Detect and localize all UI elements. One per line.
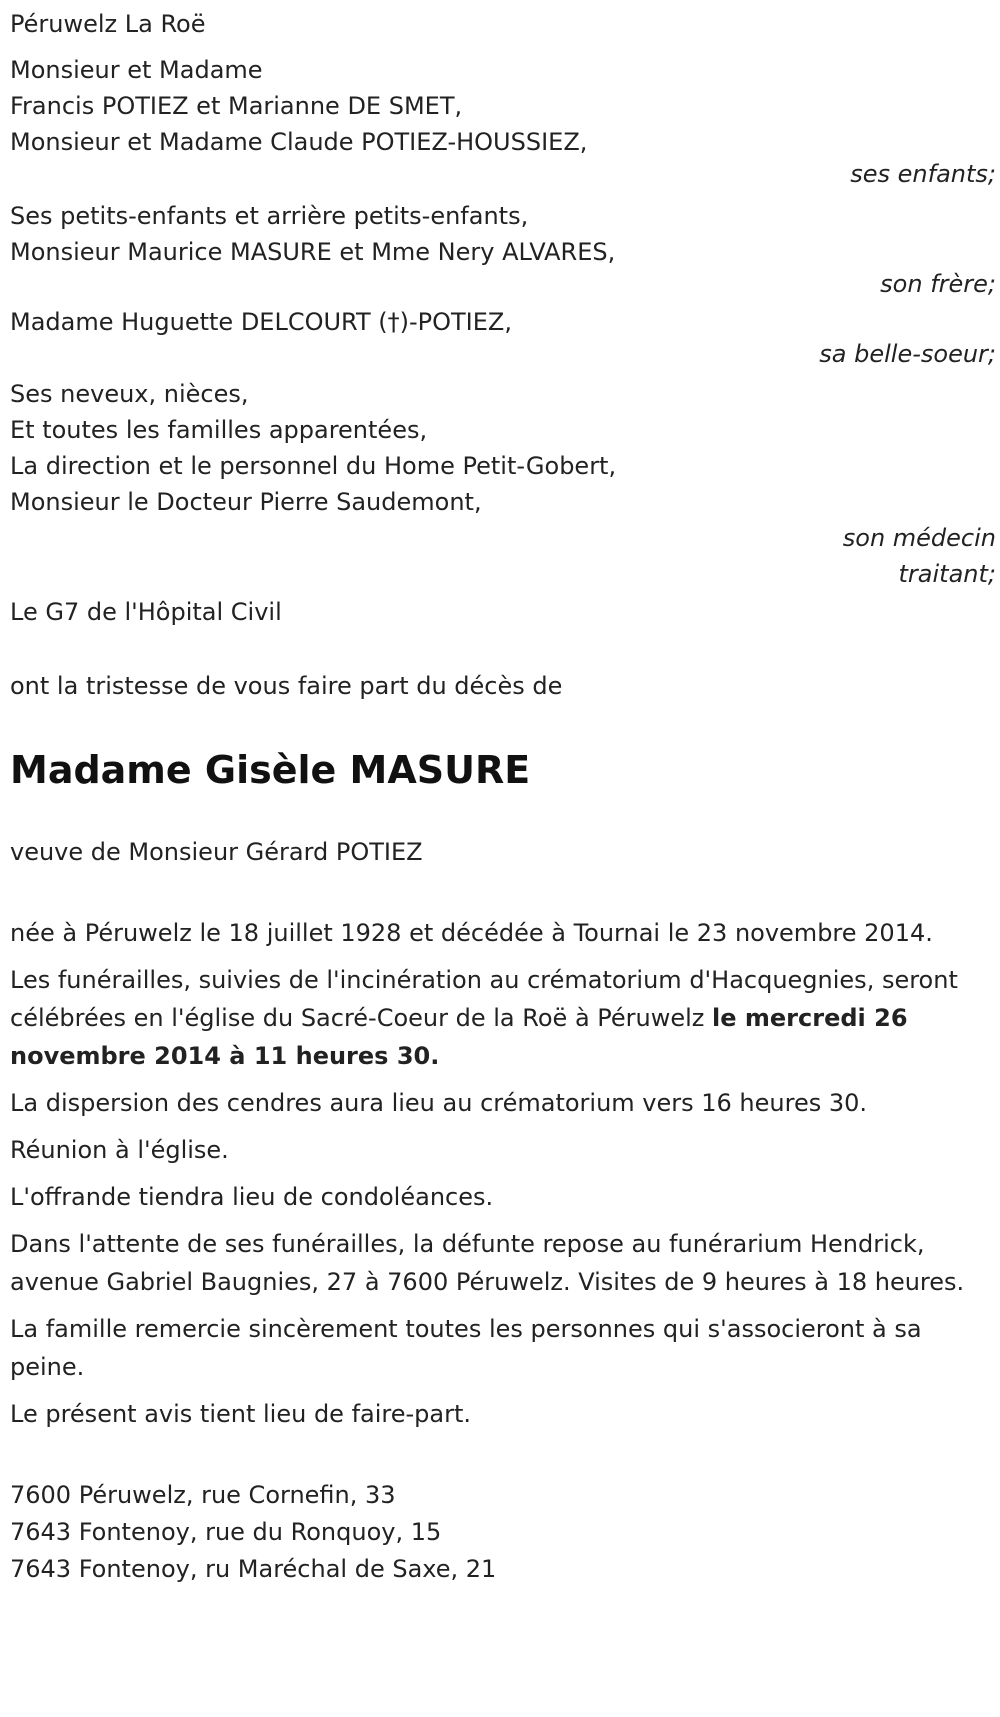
resting-paragraph: Dans l'attente de ses funérailles, la défunte repose au funérarium Hendrick, avenue Gabriel Baugnies, 27 à 7600 Péruwelz. Visites de 9 heures à 18 heures.: [10, 1230, 965, 1296]
reunion-paragraph: Réunion à l'église.: [10, 1136, 229, 1164]
others-block: [10, 376, 996, 592]
addresses-block: [10, 1477, 996, 1588]
children-line: Francis POTIEZ et Marianne DE SMET,: [10, 92, 463, 120]
offering-paragraph: L'offrande tiendra lieu de condoléances.: [10, 1183, 494, 1211]
widow-of-line: veuve de Monsieur Gérard POTIEZ: [10, 838, 423, 866]
grandchildren-line: Ses petits-enfants et arrière petits-enfants,: [10, 202, 529, 230]
sister-in-law-relation: sa belle-soeur;: [819, 340, 996, 368]
obituary-notice: [10, 6, 996, 1588]
sister-in-law-line: Madame Huguette DELCOURT (†)-POTIEZ,: [10, 308, 512, 336]
others-line: Monsieur le Docteur Pierre Saudemont,: [10, 488, 482, 516]
children-line: Monsieur et Madame Claude POTIEZ-HOUSSIEZ,: [10, 128, 588, 156]
funeral-text: Les funérailles, suivies de l'incinération au crématorium d'Hacquegnies, seront célébrées en l'église du Sacré-Coeur de la Roë à Péruwelz: [10, 966, 958, 1032]
brother-line: Monsieur Maurice MASURE et Mme Nery ALVARES,: [10, 238, 616, 266]
funeral-paragraph: [10, 961, 996, 1075]
others-line: La direction et le personnel du Home Petit-Gobert,: [10, 452, 617, 480]
doctor-relation-line1: son médecin: [842, 524, 996, 552]
notice-paragraph: Le présent avis tient lieu de faire-part.: [10, 1400, 472, 1428]
address-line: 7643 Fontenoy, rue du Ronquoy, 15: [10, 1518, 442, 1546]
children-line: Monsieur et Madame: [10, 56, 263, 84]
funeral-date: le mercredi 26 novembre 2014 à 11 heures 30.: [10, 1004, 908, 1070]
grandchildren-brother-block: [10, 198, 996, 302]
born-died-paragraph: née à Péruwelz le 18 juillet 1928 et décédée à Tournai le 23 novembre 2014.: [10, 919, 933, 947]
sister-in-law-block: [10, 304, 996, 372]
dispersion-paragraph: La dispersion des cendres aura lieu au crématorium vers 16 heures 30.: [10, 1089, 868, 1117]
place-heading: Péruwelz La Roë: [10, 10, 206, 38]
brother-relation: son frère;: [880, 270, 996, 298]
deceased-name: Madame Gisèle MASURE: [10, 748, 531, 792]
children-block: [10, 52, 996, 192]
others-line: Ses neveux, nièces,: [10, 380, 249, 408]
address-line: 7600 Péruwelz, rue Cornefin, 33: [10, 1481, 396, 1509]
intro-line: ont la tristesse de vous faire part du décès de: [10, 672, 563, 700]
hospital-line: Le G7 de l'Hôpital Civil: [10, 598, 282, 626]
others-line: Et toutes les familles apparentées,: [10, 416, 428, 444]
thanks-paragraph: La famille remercie sincèrement toutes les personnes qui s'associeront à sa peine.: [10, 1315, 922, 1381]
address-line: 7643 Fontenoy, ru Maréchal de Saxe, 21: [10, 1555, 497, 1583]
children-relation: ses enfants;: [850, 160, 996, 188]
doctor-relation-line2: traitant;: [898, 560, 996, 588]
